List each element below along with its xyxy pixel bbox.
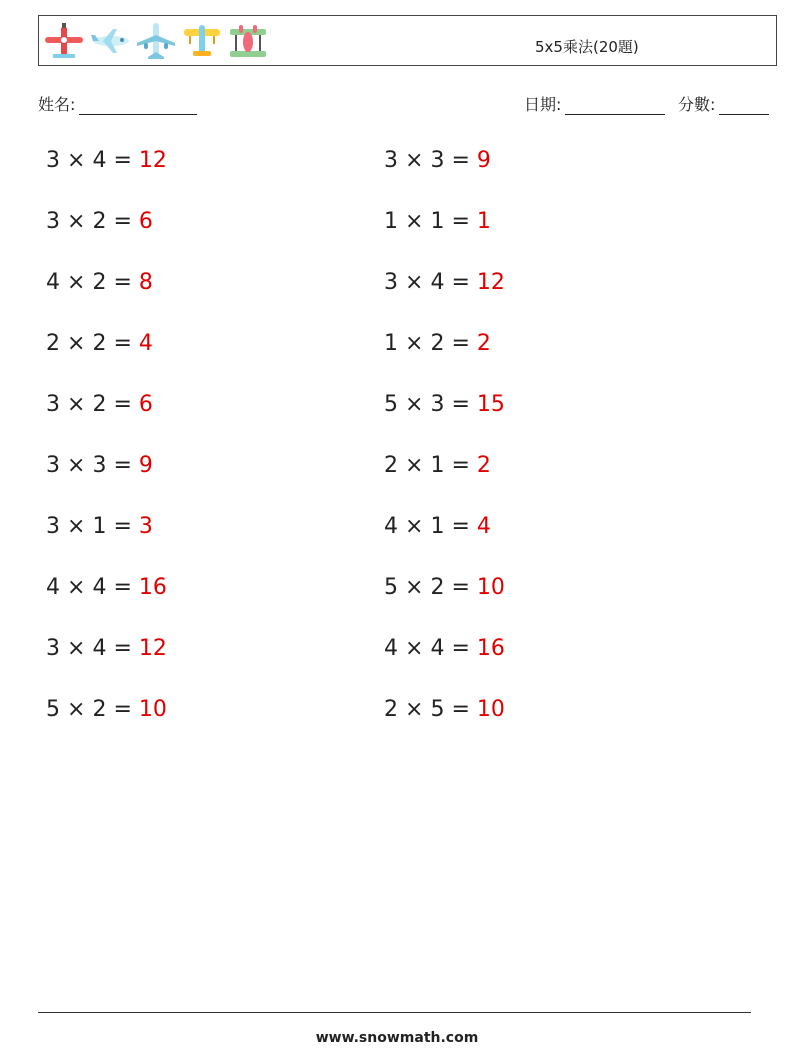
yellow-biplane-icon	[181, 21, 223, 61]
equals-sign: =	[113, 697, 132, 722]
operand-b: 1	[92, 514, 107, 539]
operand-b: 3	[430, 392, 445, 417]
operand-a: 3	[384, 148, 398, 173]
equals-sign: =	[451, 514, 470, 539]
answer: 3	[138, 514, 153, 539]
operand-b: 3	[430, 148, 445, 173]
operand-a: 4	[384, 514, 398, 539]
operand-b: 2	[92, 697, 107, 722]
date-label: 日期:	[524, 95, 562, 114]
score-field	[678, 92, 769, 115]
times-sign: ×	[405, 270, 424, 295]
operand-b: 1	[430, 453, 445, 478]
operand-a: 3	[384, 270, 398, 295]
answer: 16	[476, 636, 505, 661]
times-sign: ×	[405, 575, 424, 600]
equals-sign: =	[451, 392, 470, 417]
problem-left-3	[46, 270, 153, 295]
times-sign: ×	[67, 331, 86, 356]
answer: 2	[476, 453, 491, 478]
problem-right-2	[384, 209, 491, 234]
name-field	[38, 92, 197, 115]
answer: 10	[138, 697, 167, 722]
operand-b: 2	[430, 331, 445, 356]
times-sign: ×	[405, 697, 424, 722]
operand-a: 3	[46, 392, 60, 417]
times-sign: ×	[67, 575, 86, 600]
times-sign: ×	[405, 453, 424, 478]
equals-sign: =	[113, 209, 132, 234]
operand-b: 4	[430, 636, 445, 661]
times-sign: ×	[67, 392, 86, 417]
date-blank[interactable]	[565, 98, 665, 115]
equals-sign: =	[113, 514, 132, 539]
equals-sign: =	[113, 453, 132, 478]
equals-sign: =	[113, 636, 132, 661]
operand-a: 5	[46, 697, 60, 722]
equals-sign: =	[451, 453, 470, 478]
equals-sign: =	[451, 575, 470, 600]
problem-right-7	[384, 514, 491, 539]
operand-a: 5	[384, 575, 398, 600]
score-label: 分數:	[678, 95, 716, 114]
equals-sign: =	[113, 392, 132, 417]
operand-a: 2	[384, 453, 398, 478]
operand-b: 4	[92, 636, 107, 661]
equals-sign: =	[451, 270, 470, 295]
answer: 12	[138, 148, 167, 173]
answer: 12	[476, 270, 505, 295]
problem-right-5	[384, 392, 505, 417]
problem-left-8	[46, 575, 167, 600]
problem-left-2	[46, 209, 153, 234]
times-sign: ×	[405, 148, 424, 173]
answer: 8	[138, 270, 153, 295]
equals-sign: =	[451, 636, 470, 661]
answer: 12	[138, 636, 167, 661]
answer: 4	[476, 514, 491, 539]
green-red-biplane-icon	[227, 21, 269, 61]
operand-a: 3	[46, 209, 60, 234]
times-sign: ×	[405, 331, 424, 356]
equals-sign: =	[113, 270, 132, 295]
operand-a: 2	[46, 331, 60, 356]
worksheet-header	[38, 15, 777, 66]
answer: 10	[476, 697, 505, 722]
answer: 6	[138, 392, 153, 417]
operand-b: 4	[92, 575, 107, 600]
operand-b: 1	[430, 514, 445, 539]
problem-left-5	[46, 392, 153, 417]
times-sign: ×	[405, 392, 424, 417]
operand-a: 4	[384, 636, 398, 661]
times-sign: ×	[67, 697, 86, 722]
operand-b: 5	[430, 697, 445, 722]
answer: 6	[138, 209, 153, 234]
score-blank[interactable]	[719, 98, 769, 115]
operand-a: 3	[46, 514, 60, 539]
airplane-icons	[43, 21, 269, 61]
problem-left-7	[46, 514, 153, 539]
equals-sign: =	[113, 575, 132, 600]
worksheet-title: 5x5乘法(20題)	[535, 38, 639, 56]
operand-a: 1	[384, 331, 398, 356]
problem-right-9	[384, 636, 505, 661]
operand-a: 4	[46, 270, 60, 295]
equals-sign: =	[451, 331, 470, 356]
operand-b: 4	[92, 148, 107, 173]
operand-b: 4	[430, 270, 445, 295]
answer: 2	[476, 331, 491, 356]
problem-right-6	[384, 453, 491, 478]
times-sign: ×	[67, 636, 86, 661]
operand-a: 3	[46, 453, 60, 478]
problem-right-1	[384, 148, 491, 173]
problem-left-4	[46, 331, 153, 356]
times-sign: ×	[405, 209, 424, 234]
problem-right-4	[384, 331, 491, 356]
operand-a: 3	[46, 636, 60, 661]
equals-sign: =	[113, 148, 132, 173]
footer-divider	[38, 1012, 751, 1013]
times-sign: ×	[67, 148, 86, 173]
operand-b: 2	[92, 331, 107, 356]
problem-left-10	[46, 697, 167, 722]
operand-a: 2	[384, 697, 398, 722]
times-sign: ×	[405, 514, 424, 539]
date-field	[524, 92, 665, 115]
times-sign: ×	[67, 270, 86, 295]
answer: 9	[476, 148, 491, 173]
problem-left-9	[46, 636, 167, 661]
answer: 10	[476, 575, 505, 600]
name-blank[interactable]	[79, 98, 197, 115]
times-sign: ×	[67, 453, 86, 478]
equals-sign: =	[451, 209, 470, 234]
operand-a: 5	[384, 392, 398, 417]
problem-left-1	[46, 148, 167, 173]
problem-right-8	[384, 575, 505, 600]
operand-a: 1	[384, 209, 398, 234]
problem-right-3	[384, 270, 505, 295]
operand-b: 2	[92, 270, 107, 295]
operand-b: 1	[430, 209, 445, 234]
times-sign: ×	[67, 209, 86, 234]
name-label: 姓名:	[38, 95, 76, 114]
operand-b: 2	[430, 575, 445, 600]
blue-airliner-icon	[135, 21, 177, 61]
answer: 4	[138, 331, 153, 356]
operand-a: 3	[46, 148, 60, 173]
operand-b: 3	[92, 453, 107, 478]
operand-b: 2	[92, 209, 107, 234]
footer-url: www.snowmath.com	[315, 1030, 479, 1046]
answer: 1	[476, 209, 491, 234]
equals-sign: =	[113, 331, 132, 356]
times-sign: ×	[67, 514, 86, 539]
problem-right-10	[384, 697, 505, 722]
problem-left-6	[46, 453, 153, 478]
equals-sign: =	[451, 148, 470, 173]
times-sign: ×	[405, 636, 424, 661]
operand-b: 2	[92, 392, 107, 417]
answer: 9	[138, 453, 153, 478]
equals-sign: =	[451, 697, 470, 722]
answer: 16	[138, 575, 167, 600]
light-jet-icon	[89, 21, 131, 61]
answer: 15	[476, 392, 505, 417]
operand-a: 4	[46, 575, 60, 600]
red-plane-icon	[43, 21, 85, 61]
